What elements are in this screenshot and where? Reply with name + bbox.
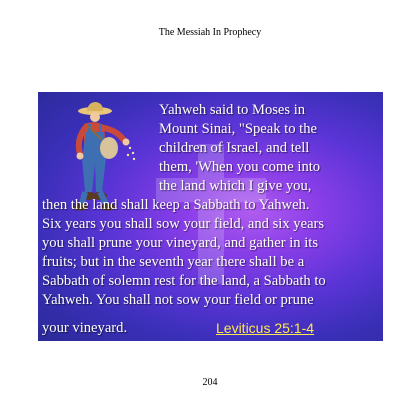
verse-line: your vineyard.	[42, 320, 128, 336]
verse-line: you shall prune your vineyard, and gather in its	[42, 235, 318, 251]
scripture-slide	[38, 92, 383, 341]
verse-line: fruits; but in the seventh year there shall be a	[42, 254, 305, 270]
page-number: 204	[202, 377, 218, 388]
verse-line: then the land shall keep a Sabbath to Yahweh.	[42, 197, 310, 213]
verse-line: Mount Sinai, "Speak to the	[159, 121, 317, 137]
verse-line: Six years you shall sow your field, and six years	[42, 216, 325, 232]
verse-line: them, 'When you come into	[159, 159, 321, 175]
verse-line: children of Israel, and tell	[159, 140, 310, 156]
verse-line: the land which I give you,	[159, 178, 312, 194]
scripture-reference: Leviticus 25:1-4	[216, 320, 315, 336]
verse-line: Yahweh. You shall not sow your field or prune	[42, 292, 314, 308]
verse-line: Sabbath of solemn rest for the land, a Sabbath to	[42, 273, 326, 289]
page-header-title: The Messiah In Prophecy	[158, 27, 262, 38]
verse-line: Yahweh said to Moses in	[159, 102, 306, 118]
farmer-sowing-seeds-icon	[62, 100, 140, 212]
